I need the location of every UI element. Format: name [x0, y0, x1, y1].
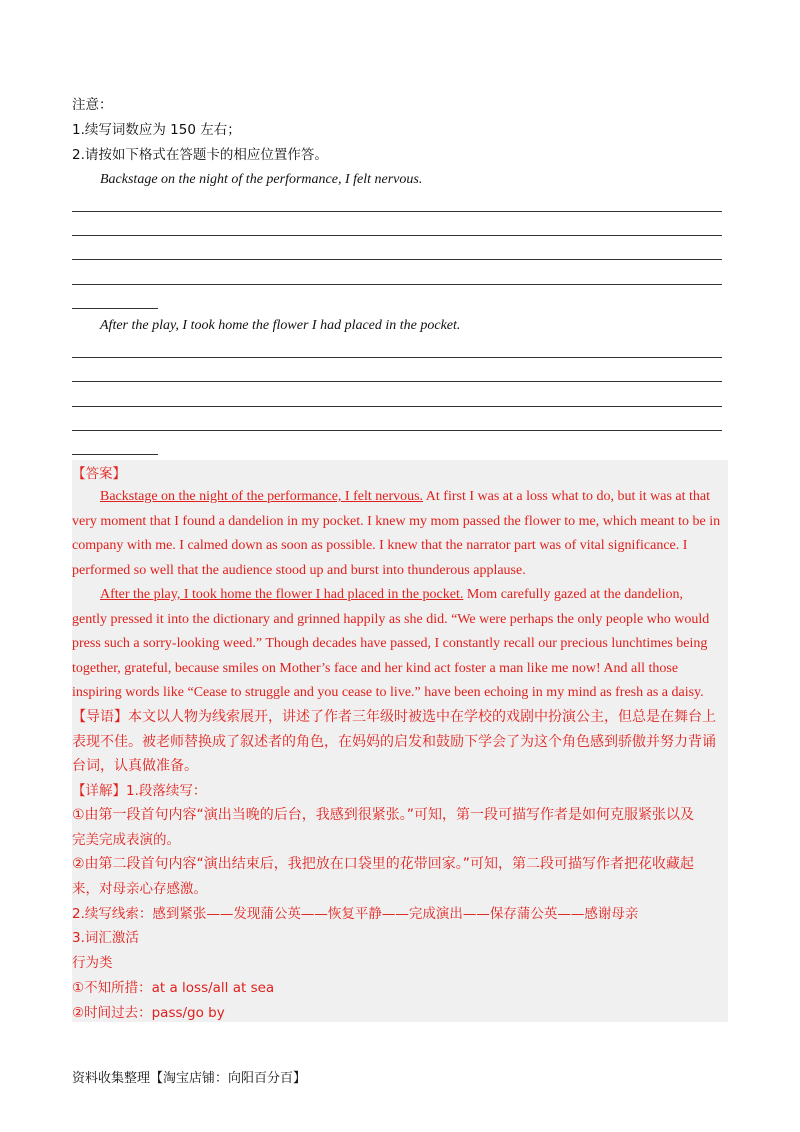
answer-line — [72, 357, 722, 358]
notes-item-2: 2.请按如下格式在答题卡的相应位置作答。 — [72, 147, 328, 163]
answer-line-short — [72, 454, 158, 455]
answer-line — [72, 406, 722, 407]
answer-p1-lead: Backstage on the night of the performance, I felt nervous. — [100, 489, 424, 504]
guide-line-2: 表现不佳。被老师替换成了叙述者的角色，在妈妈的启发和鼓励下学会了为这个角色感到骄傲并努力背诵 — [72, 734, 716, 750]
detail-vocab-2: ②时间过去：pass/go by — [72, 1005, 225, 1021]
answer-p2-lead: After the play, I took home the flower I had placed in the pocket. — [100, 587, 464, 602]
notes-item-1: 1.续写词数应为 150 左右； — [72, 122, 241, 138]
prompt-2: After the play, I took home the flower I had placed in the pocket. — [100, 318, 461, 333]
answer-p2-rest: Mom carefully gazed at the dandelion, — [463, 587, 683, 602]
answer-p2-line5: inspiring words like “Cease to struggle and you cease to live.” have been echoing in my mind as fresh as a daisy. — [72, 685, 704, 700]
answer-line — [72, 259, 722, 260]
answer-p2-line2: gently pressed it into the dictionary and grinned happily as she did. “We were perhaps the only people who would — [72, 611, 710, 627]
answer-p1-line4: performed so well that the audience stood up and burst into thunderous applause. — [72, 562, 526, 578]
detail-clue1-line2: 完美完成表演的。 — [72, 832, 180, 848]
answer-paragraph-1 — [72, 485, 732, 583]
prompt-1: Backstage on the night of the performance, I felt nervous. — [100, 172, 423, 187]
detail-clue2-line1: ②由第二段首句内容“演出结束后，我把放在口袋里的花带回家。”可知，第二段可描写作者把花收藏起 — [72, 856, 695, 872]
guide-line-3: 台词，认真做准备。 — [72, 758, 198, 774]
answer-p1-line2: very moment that I found a dandelion in my pocket. I knew my mom passed the flower to me, which meant to be in — [72, 513, 721, 529]
guide-line-1: 【导语】本文以人物为线索展开，讲述了作者三年级时被选中在学校的戏剧中扮演公主，但总是在舞台上 — [72, 709, 716, 725]
answer-line — [72, 235, 722, 236]
detail-vocab-heading: 3.词汇激活 — [72, 930, 139, 946]
answer-line — [72, 381, 722, 382]
answer-p1-line3: company with me. I calmed down as soon as possible. I knew that the narrator part was of vital significance. I — [72, 538, 688, 553]
detail-heading: 【详解】1.段落续写： — [72, 783, 207, 799]
detail-vocab-1: ①不知所措：at a loss/all at sea — [72, 980, 275, 996]
answer-p2-line4: together, grateful, because smiles on Mother’s face and her kind act foster a man like me now! And all those — [72, 660, 679, 676]
detail-clue-chain: 2.续写线索：感到紧张——发现蒲公英——恢复平静——完成演出——保存蒲公英——感谢母亲 — [72, 906, 639, 922]
answer-p1-rest: At first I was at a loss what to do, but it was at that — [423, 489, 711, 504]
answer-line — [72, 284, 722, 285]
footer-text: 资料收集整理【淘宝店铺：向阳百分百】 — [72, 1071, 307, 1086]
answer-paragraph-2 — [72, 583, 732, 706]
answer-label: 【答案】 — [72, 466, 126, 482]
detail-clue1-line1: ①由第一段首句内容“演出当晚的后台，我感到很紧张。”可知，第一段可描写作者是如何克服紧张以及 — [72, 807, 695, 823]
answer-line — [72, 430, 722, 431]
answer-p2-line3: press such a sorry-looking weed.” Though decades have passed, I constantly recall our precious lunchtimes being — [72, 636, 708, 651]
answer-line — [72, 211, 722, 212]
detail-category: 行为类 — [72, 955, 113, 971]
answer-line-short — [72, 308, 158, 309]
detail-clue2-line2: 来，对母亲心存感激。 — [72, 881, 207, 897]
notes-heading: 注意： — [72, 97, 113, 113]
